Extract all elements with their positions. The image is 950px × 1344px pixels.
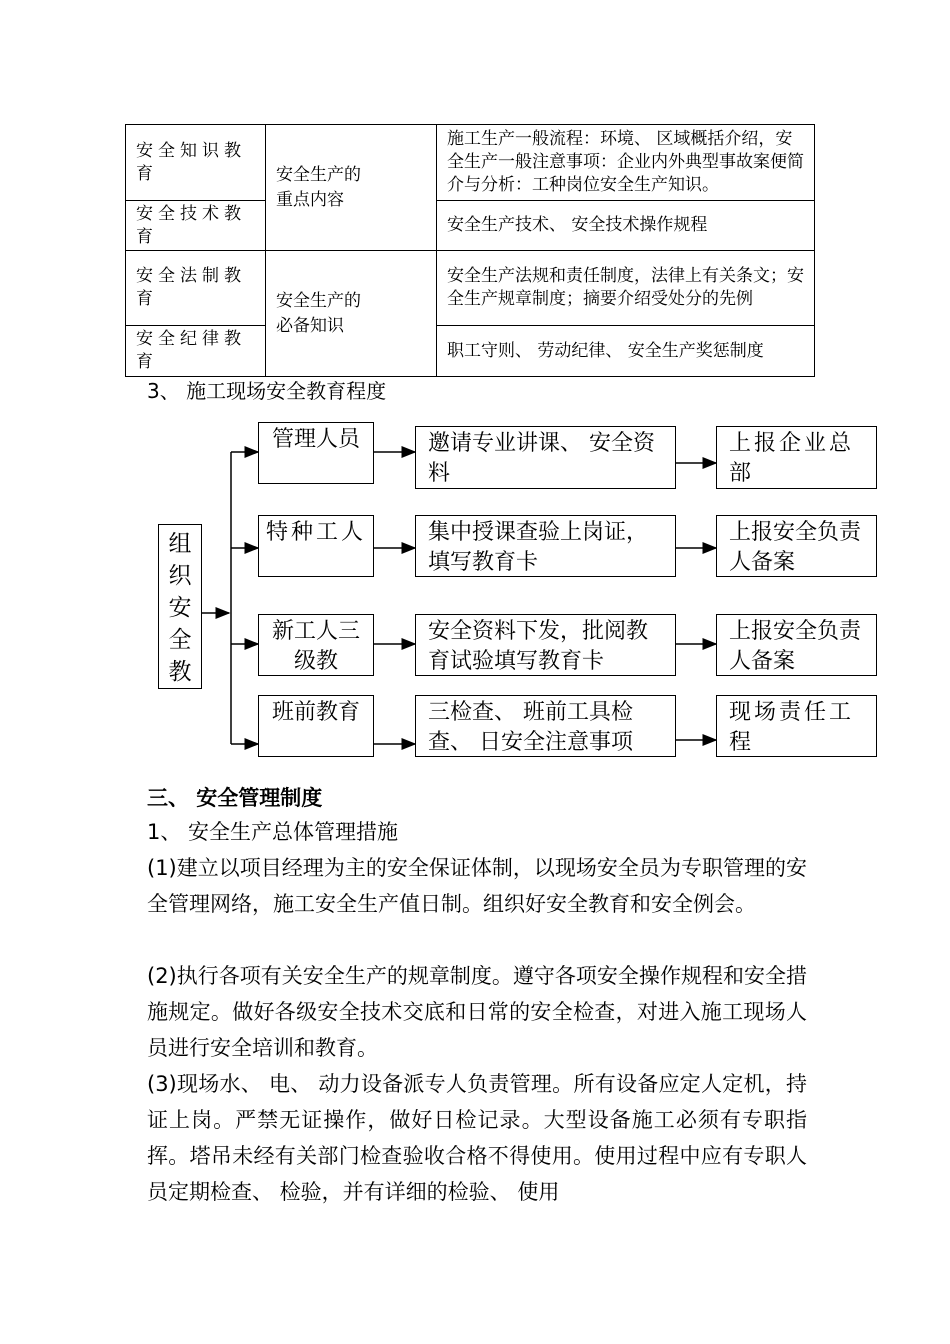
flow-report-box: 现场责任工程	[716, 695, 877, 757]
cell-line: 安全生产的	[276, 290, 361, 311]
flow-report-box: 上报安全负责人备案	[716, 614, 877, 676]
table-cell-category: 安全技术教育	[126, 201, 266, 251]
root-char: 组	[168, 531, 192, 557]
table-cell-category: 安全知识教育	[126, 125, 266, 201]
table-cell-detail: 安全生产法规和责任制度，法律上有关条文；安全生产规章制度；摘要介绍受处分的先例	[437, 251, 815, 326]
cell-line: 安全生产的	[276, 164, 361, 185]
flow-who-box: 特种工人	[258, 515, 374, 577]
table-cell-detail: 施工生产一般流程：环境、 区域概括介绍，安全生产一般注意事项：企业内外典型事故案便简介与分析：工种岗位安全生产知识。	[437, 125, 815, 201]
flow-who-box: 班前教育	[258, 695, 374, 757]
flow-who-box: 新工人三级教	[258, 614, 374, 676]
root-char: 织	[168, 563, 192, 589]
root-char: 安	[168, 595, 192, 621]
cell-line: 必备知识	[276, 315, 344, 336]
section-subtitle: 1、 安全生产总体管理措施	[147, 820, 399, 844]
table-cell-detail: 职工守则、 劳动纪律、 安全生产奖惩制度	[437, 326, 815, 377]
table-cell-category: 安全纪律教育	[126, 326, 266, 377]
flow-heading: 3、 施工现场安全教育程度	[147, 379, 387, 403]
paragraph: (3)现场水、 电、 动力设备派专人负责管理。所有设备应定人定机，持证上岗。严禁无证操作，做好日检记录。大型设备施工必须有专职指挥。塔吊未经有关部门检查验收合格不得使用。使用过程中应有专职人员定期检查、 检验，并有详细的检验、 使用	[147, 1072, 807, 1204]
flow-what-box: 安全资料下发，批阅教育试验填写教育卡	[415, 614, 676, 676]
root-char: 全	[168, 627, 192, 653]
table-cell-detail: 安全生产技术、 安全技术操作规程	[437, 201, 815, 251]
table-cell-category: 安全法制教育	[126, 251, 266, 326]
flow-report-box: 上报安全负责人备案	[716, 515, 877, 577]
paragraph: (2)执行各项有关安全生产的规章制度。遵守各项安全操作规程和安全措施规定。做好各级安全技术交底和日常的安全检查，对进入施工现场人员进行安全培训和教育。	[147, 964, 807, 1060]
paragraph: (1)建立以项目经理为主的安全保证体制，以现场安全员为专职管理的安全管理网络，施工安全生产值日制。组织好安全教育和安全例会。	[147, 856, 807, 916]
table-cell-content-type	[266, 125, 437, 251]
flow-root-box	[158, 524, 202, 689]
flow-what-box: 三检查、 班前工具检查、 日安全注意事项	[415, 695, 676, 757]
section-title: 三、 安全管理制度	[147, 786, 323, 810]
flow-report-box: 上报企业总部	[716, 426, 877, 489]
root-char: 教	[168, 659, 192, 685]
education-content-table	[125, 124, 815, 377]
flow-what-box: 集中授课查验上岗证，填写教育卡	[415, 515, 676, 577]
flow-who-box: 管理人员	[258, 422, 374, 484]
table-cell-content-type	[266, 251, 437, 377]
cell-line: 重点内容	[276, 189, 344, 210]
flow-what-box: 邀请专业讲课、 安全资料	[415, 426, 676, 489]
